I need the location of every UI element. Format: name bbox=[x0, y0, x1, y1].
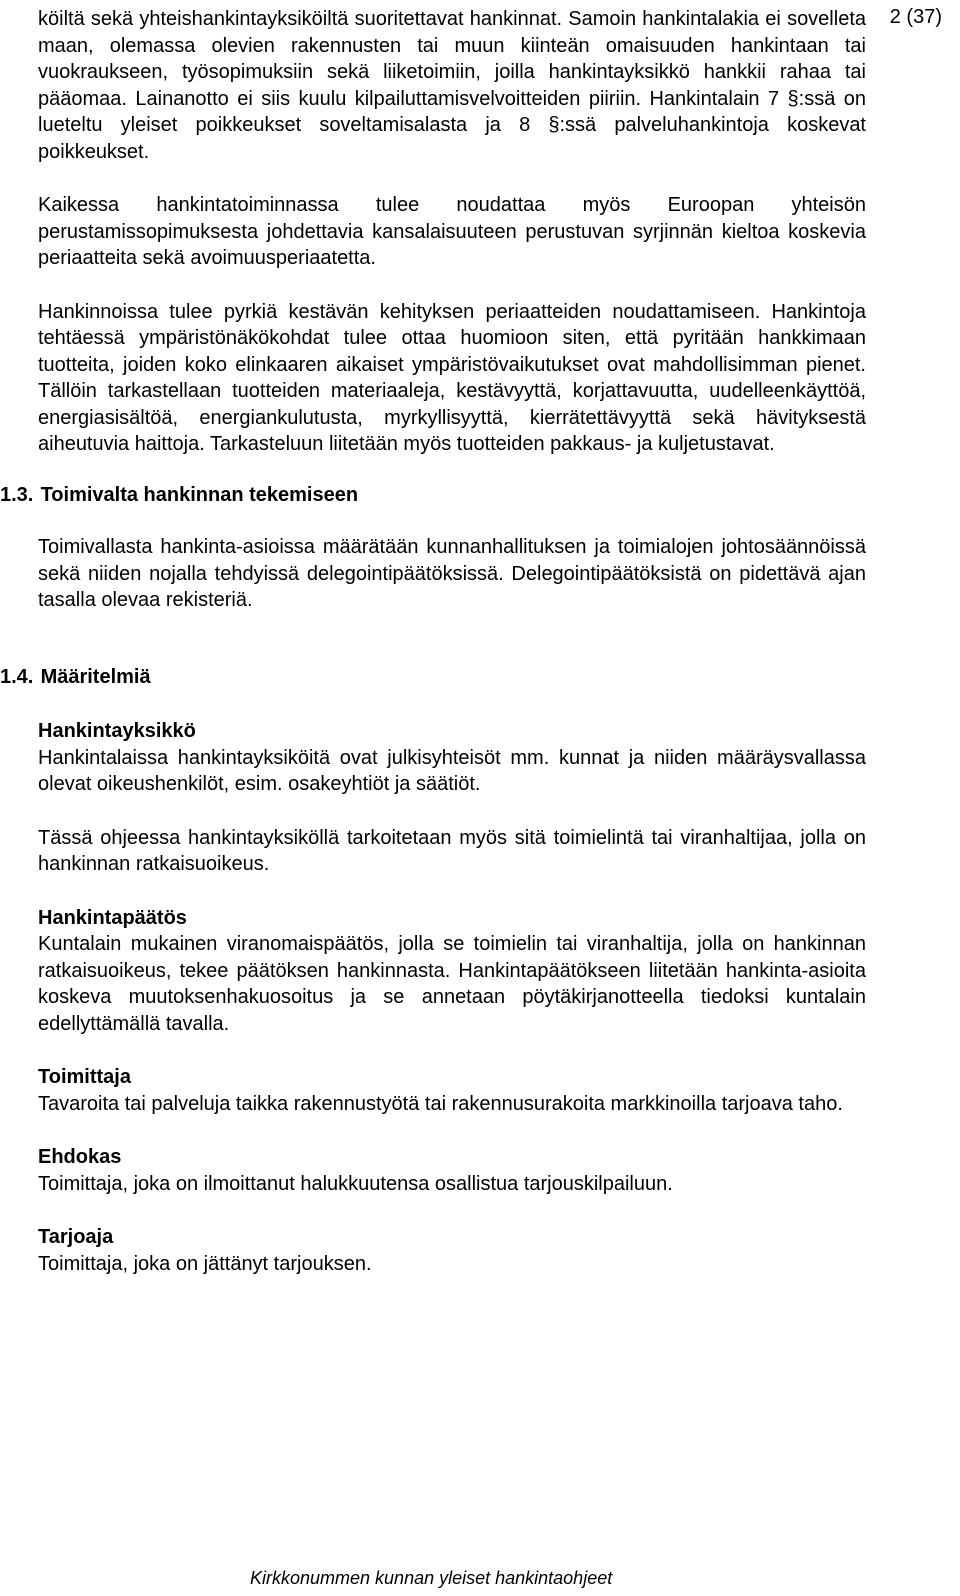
term-definition: Toimittaja, joka on ilmoittanut halukkuutensa osallistua tarjouskilpailuun. bbox=[38, 1172, 673, 1195]
page-footer: Kirkkonummen kunnan yleiset hankintaohjeet bbox=[250, 1568, 613, 1588]
term-title: Tarjoaja bbox=[38, 1226, 114, 1248]
intro-paragraph-1: köiltä sekä yhteishankintayksiköiltä suoritettavat hankinnat. Samoin hankintalakia ei sovelleta maan, olemassa olevien rakennusten tai muun kiinteän omaisuuden hankintaan tai vuokraukseen, työsopimuksiin sekä liiketoimiin, joilla hankintayksikkö hankkii rahaa tai pääomaa. Lainanotto ei siis kuulu kilpailuttamisvelvoitteiden piiriin. Hankintalain 7 §:ssä on lueteltu yleiset poikkeukset soveltamisalasta ja 8 §:ssä palveluhankintoja koskevat poikkeukset. bbox=[38, 8, 866, 163]
intro-paragraph-3: Hankinnoissa tulee pyrkiä kestävän kehityksen periaatteiden noudattamiseen. Hankintoja tehtäessä ympäristönäkökohdat tulee ottaa huomioon siten, että pyritään hankkimaan tuotteita, joiden koko elinkaaren aikaiset ympäristövaikutukset ovat mahdollisimman pienet. Tällöin tarkastellaan tuotteiden materiaaleja, kestävyyttä, korjattavuutta, uudelleenkäyttöä, energiasisältöä, energiankulutusta, myrkyllisyyttä, kierrätettävyyttä sekä hävityksestä aiheutuvia haittoja. Tarkasteluun liitetään myös tuotteiden pakkaus- ja kuljetustavat. bbox=[38, 300, 866, 455]
section-number: 1.3. bbox=[0, 483, 34, 506]
definition-hankintayksikko bbox=[38, 718, 866, 798]
definition-hankintapaatos bbox=[38, 905, 866, 1038]
section-heading-1-3 bbox=[0, 482, 866, 509]
definition-hankintayksikko-note bbox=[38, 825, 866, 878]
term-title: Hankintayksikkö bbox=[38, 720, 196, 742]
definition-tarjoaja bbox=[38, 1224, 866, 1277]
page-number: 2 (37) bbox=[889, 6, 942, 28]
term-definition: Tässä ohjeessa hankintayksiköllä tarkoitetaan myös sitä toimielintä tai viranhaltijaa, jolla on hankinnan ratkaisuoikeus. bbox=[38, 826, 866, 875]
term-definition: Toimittaja, joka on jättänyt tarjouksen. bbox=[38, 1252, 372, 1275]
section-1-3-paragraph: Toimivallasta hankinta-asioissa määrätään kunnanhallituksen ja toimialojen johtosäännöissä sekä niiden nojalla tehdyissä delegointipäätöksissä. Delegointipäätöksistä on pidettävä ajan tasalla olevaa rekisteriä. bbox=[38, 536, 866, 611]
term-title: Toimittaja bbox=[38, 1066, 131, 1088]
term-definition: Kuntalain mukainen viranomaispäätös, jolla se toimielin tai viranhaltija, jolla on hankinnan ratkaisuoikeus, tekee päätöksen hankinnasta. Hankintapäätökseen liitetään hankinta-asioita koskeva muutoksenhakuosoitus ja se annetaan pöytäkirjanotteella tiedoksi kuntalain edellyttämällä tavalla. bbox=[38, 933, 866, 1035]
section-heading-1-4 bbox=[0, 664, 866, 691]
definition-toimittaja bbox=[38, 1064, 866, 1117]
section-title: Toimivalta hankinnan tekemiseen bbox=[40, 483, 359, 506]
term-title: Hankintapäätös bbox=[38, 906, 187, 929]
term-definition: Hankintalaissa hankintayksiköitä ovat julkisyhteisöt mm. kunnat ja niiden määräysvallassa olevat oikeushenkilöt, esim. osakeyhtiöt ja säätiöt. bbox=[38, 746, 866, 795]
definition-ehdokas bbox=[38, 1144, 866, 1197]
section-title: Määritelmiä bbox=[40, 665, 151, 688]
intro-paragraph-2: Kaikessa hankintatoiminnassa tulee noudattaa myös Euroopan yhteisön perustamissopimuksesta johdettavia kansalaisuuteen perustuvan syrjinnän kieltoa koskevia periaatteita sekä avoimuusperiaatetta. bbox=[38, 194, 866, 269]
term-definition: Tavaroita tai palveluja taikka rakennustyötä tai rakennusurakoita markkinoilla tarjoava taho. bbox=[38, 1092, 843, 1115]
term-title: Ehdokas bbox=[38, 1146, 122, 1168]
document-body bbox=[0, 6, 866, 1304]
section-number: 1.4. bbox=[0, 665, 34, 688]
